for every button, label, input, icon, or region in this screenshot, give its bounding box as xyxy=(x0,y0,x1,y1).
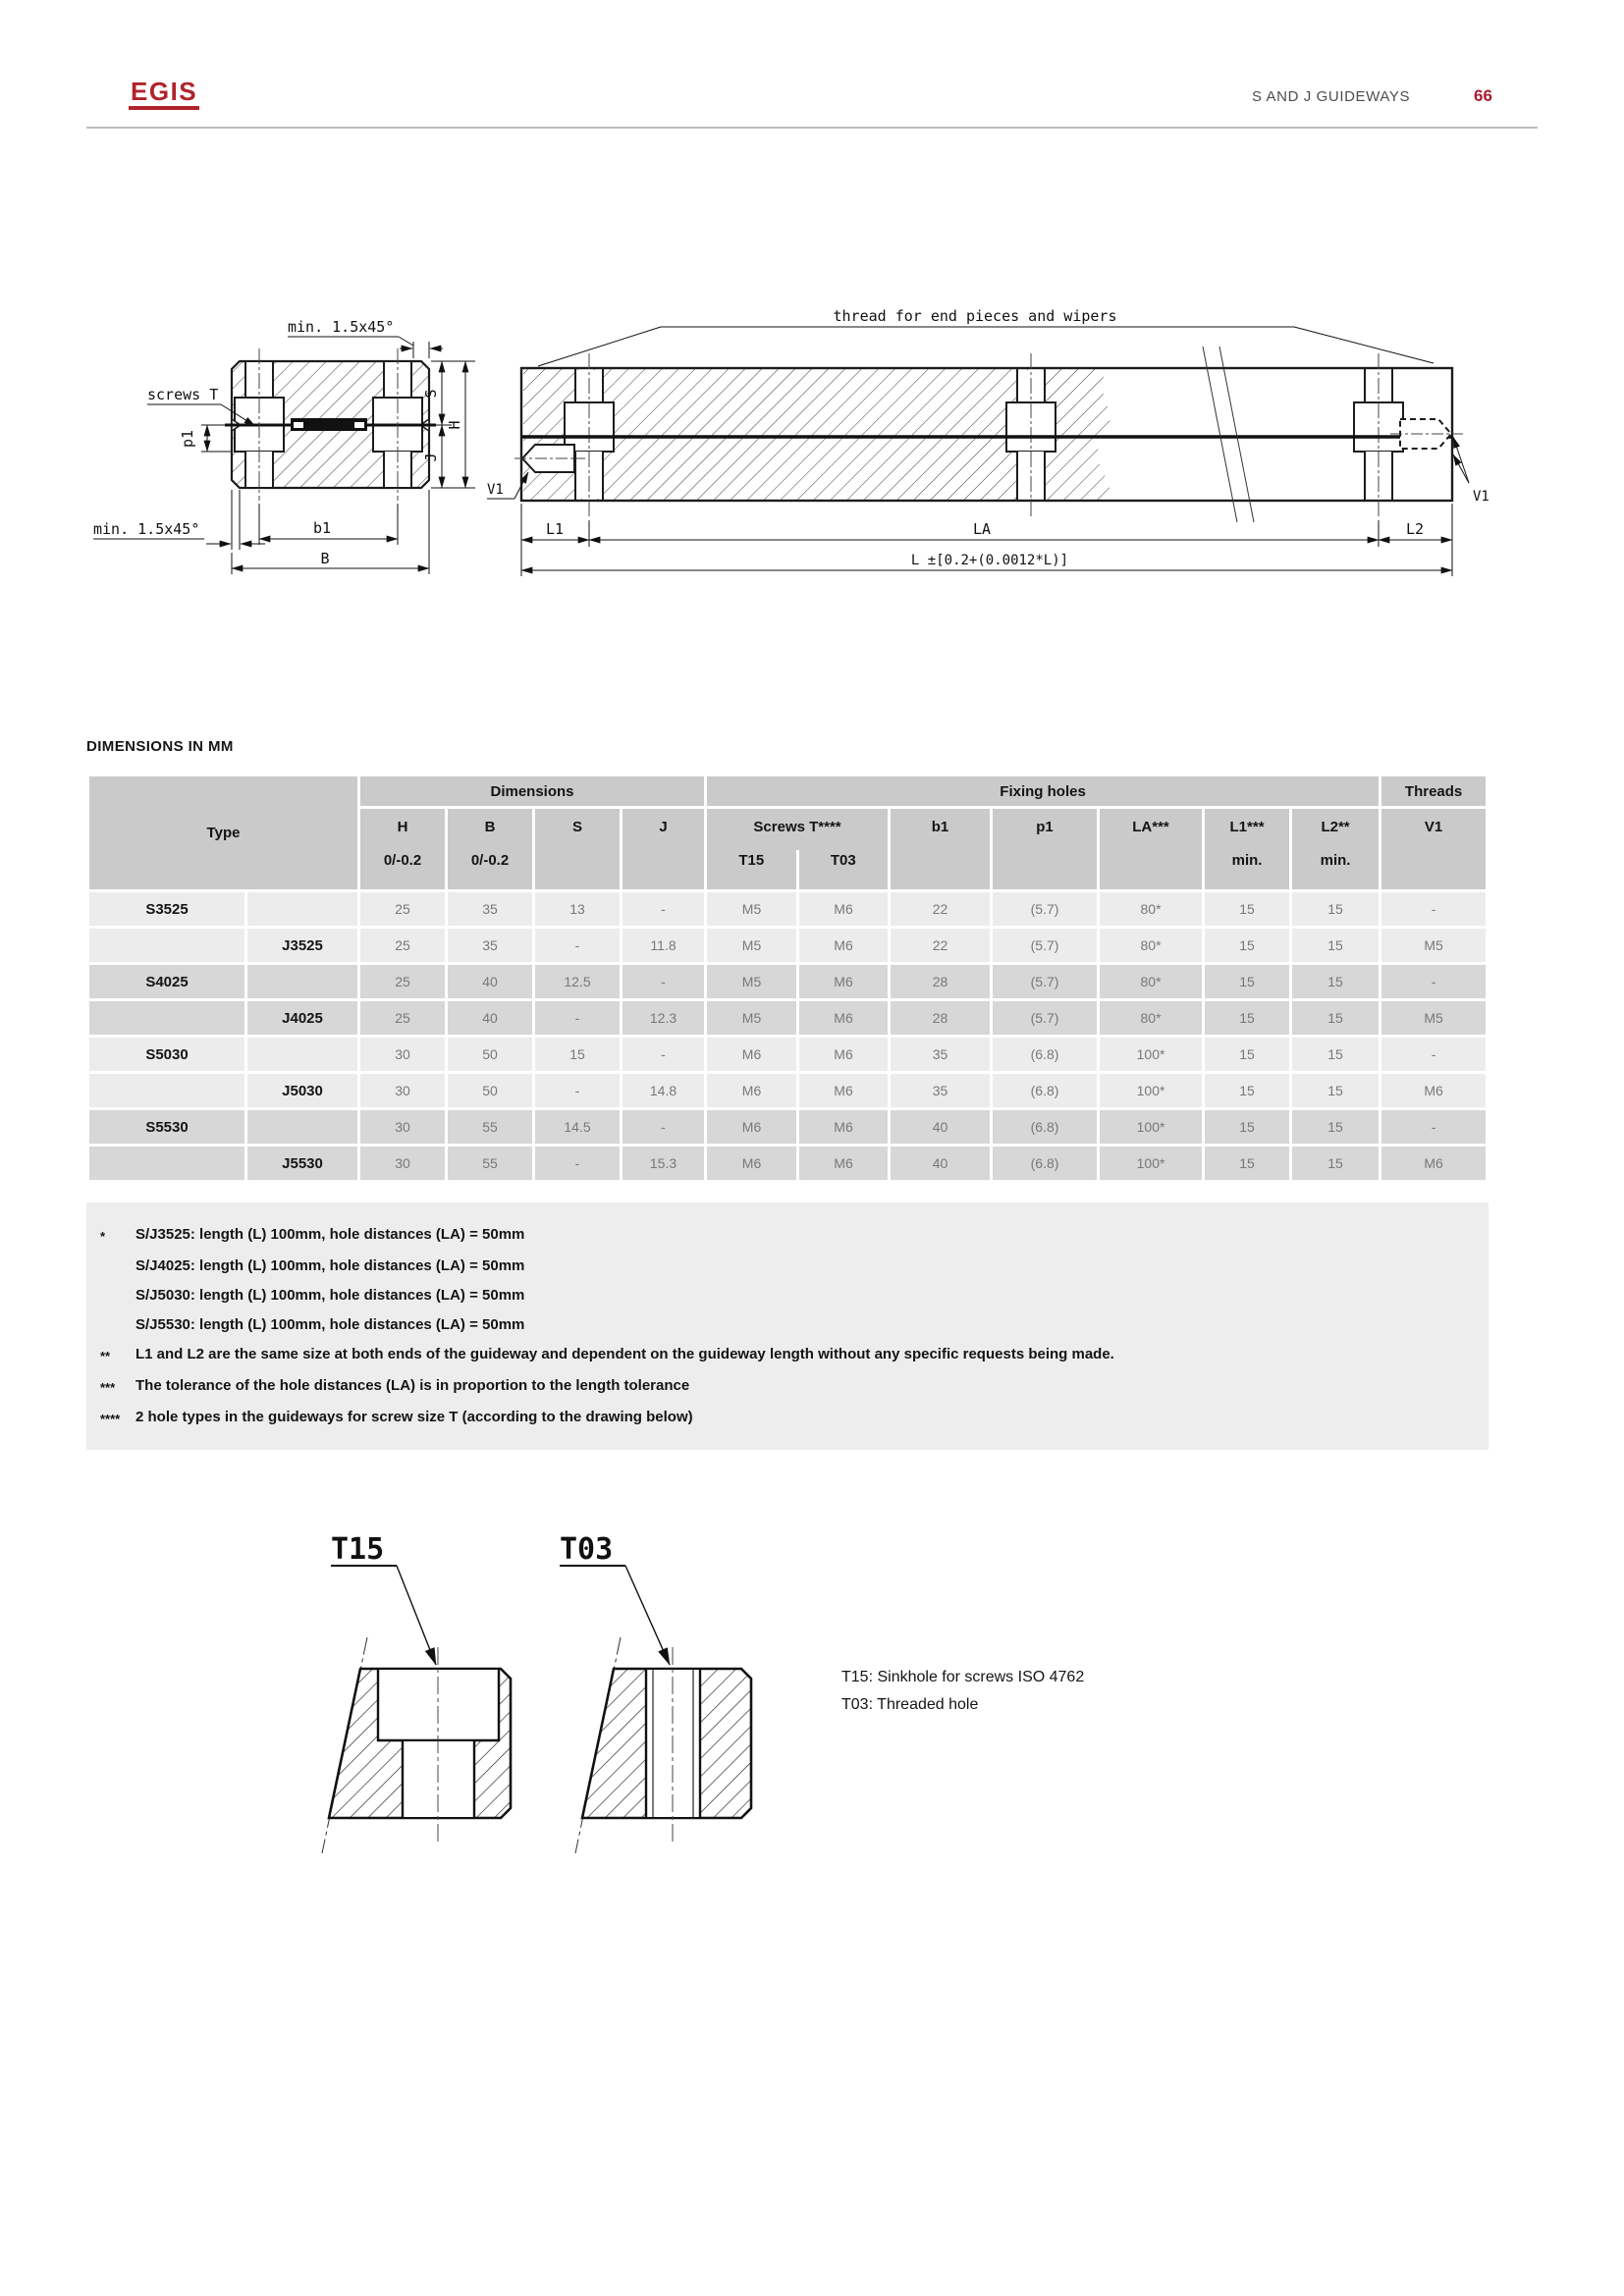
cell-la: 80* xyxy=(1100,965,1202,998)
cell-p1: (6.8) xyxy=(993,1147,1097,1180)
cell-b: 40 xyxy=(448,965,532,998)
col-header-screws xyxy=(707,809,888,889)
cell-type-j: J4025 xyxy=(247,1001,357,1035)
cell-j: - xyxy=(623,1038,704,1071)
cell-t15: M5 xyxy=(707,929,796,962)
cell-t03: M6 xyxy=(799,1001,888,1035)
h-label: H xyxy=(446,420,463,430)
col-header-l1-label: L1*** xyxy=(1229,819,1265,835)
wiper-seal xyxy=(291,418,367,431)
col-header-t03: T03 xyxy=(830,852,856,869)
col-header-screws-label: Screws T**** xyxy=(753,819,841,835)
egis-logo: EGIS xyxy=(129,79,199,110)
t03-description: T03: Threaded hole xyxy=(841,1696,979,1713)
cell-l1: 15 xyxy=(1205,892,1289,926)
footnote-marker: ** xyxy=(100,1349,111,1363)
cell-type-s xyxy=(89,1074,244,1107)
footnote-text: 2 hole types in the guideways for screw size T (according to the drawing below) xyxy=(135,1409,693,1425)
cell-h: 30 xyxy=(360,1147,445,1180)
cell-j: 15.3 xyxy=(623,1147,704,1180)
dimensions-table xyxy=(86,774,1489,1183)
cell-la: 80* xyxy=(1100,1001,1202,1035)
cell-p1: (5.7) xyxy=(993,1001,1097,1035)
cell-t03: M6 xyxy=(799,965,888,998)
cell-t15: M5 xyxy=(707,1001,796,1035)
screws-t-label: screws T xyxy=(147,386,219,403)
cell-b: 55 xyxy=(448,1110,532,1144)
cell-j: 14.8 xyxy=(623,1074,704,1107)
cell-v1: M6 xyxy=(1381,1074,1486,1107)
l1-label: L1 xyxy=(545,520,565,538)
cell-h: 30 xyxy=(360,1038,445,1071)
cell-l2: 15 xyxy=(1292,1147,1379,1180)
cell-l2: 15 xyxy=(1292,1074,1379,1107)
cell-b: 50 xyxy=(448,1038,532,1071)
cell-t03: M6 xyxy=(799,1074,888,1107)
cell-l1: 15 xyxy=(1205,1110,1289,1144)
cell-v1: - xyxy=(1381,1038,1486,1071)
chamfer-top-label: min. 1.5x45° xyxy=(288,318,395,336)
cell-v1: M6 xyxy=(1381,1147,1486,1180)
col-header-t15: T15 xyxy=(707,850,799,889)
cell-t03: M6 xyxy=(799,1110,888,1144)
footnote-row xyxy=(100,1220,1469,1252)
b1-label: b1 xyxy=(312,519,332,537)
t03-leader-line xyxy=(625,1566,670,1665)
guideway-side-body xyxy=(514,347,1463,522)
cell-j: 11.8 xyxy=(623,929,704,962)
cell-v1: - xyxy=(1381,892,1486,926)
cell-l2: 15 xyxy=(1292,1110,1379,1144)
cell-v1: M5 xyxy=(1381,929,1486,962)
cell-l2: 15 xyxy=(1292,1001,1379,1035)
cell-type-j xyxy=(247,1038,357,1071)
cell-t03: M6 xyxy=(799,1038,888,1071)
footnote-text: The tolerance of the hole distances (LA) is in proportion to the length tolerance xyxy=(135,1377,690,1394)
col-header-h xyxy=(360,809,445,889)
col-header-b-tolerance: 0/-0.2 xyxy=(470,852,510,869)
cell-v1: - xyxy=(1381,965,1486,998)
cell-type-j: J5530 xyxy=(247,1147,357,1180)
col-header-l2-label: L2** xyxy=(1321,819,1350,835)
cell-p1: (5.7) xyxy=(993,965,1097,998)
cell-p1: (5.7) xyxy=(993,892,1097,926)
cell-t15: M6 xyxy=(707,1110,796,1144)
footnotes xyxy=(86,1202,1489,1450)
cell-la: 80* xyxy=(1100,929,1202,962)
t15-hole-drawing xyxy=(295,1512,589,1865)
cell-t03: M6 xyxy=(799,1147,888,1180)
footnote-text: S/J5530: length (L) 100mm, hole distances (LA) = 50mm xyxy=(135,1316,525,1333)
thread-note-label: thread for end pieces and wipers xyxy=(833,307,1117,325)
footnote-text: S/J5030: length (L) 100mm, hole distances (LA) = 50mm xyxy=(135,1287,525,1304)
table-row xyxy=(89,965,1486,998)
cell-s: - xyxy=(535,1147,620,1180)
footnote-marker: **** xyxy=(100,1412,121,1426)
footnote-marker xyxy=(100,1252,135,1281)
cell-b1: 28 xyxy=(891,1001,990,1035)
group-header-fixing-holes: Fixing holes xyxy=(707,776,1379,806)
cell-l1: 15 xyxy=(1205,1001,1289,1035)
cell-t15: M5 xyxy=(707,892,796,926)
cell-p1: (5.7) xyxy=(993,929,1097,962)
cell-b: 40 xyxy=(448,1001,532,1035)
col-header-l1-min: min. xyxy=(1231,852,1263,869)
guideway-body-section xyxy=(225,348,436,501)
cell-v1: - xyxy=(1381,1110,1486,1144)
cell-l2: 15 xyxy=(1292,929,1379,962)
cell-h: 25 xyxy=(360,929,445,962)
group-header-threads: Threads xyxy=(1381,776,1486,806)
t03-drawing-label: T03 xyxy=(560,1532,614,1567)
cell-la: 100* xyxy=(1100,1147,1202,1180)
col-header-h-tolerance: 0/-0.2 xyxy=(383,852,422,869)
cell-type-s: S5530 xyxy=(89,1110,244,1144)
cell-l1: 15 xyxy=(1205,929,1289,962)
cell-l2: 15 xyxy=(1292,965,1379,998)
cell-t03: M6 xyxy=(799,892,888,926)
cell-l1: 15 xyxy=(1205,965,1289,998)
header-rule xyxy=(86,127,1538,129)
cell-l1: 15 xyxy=(1205,1038,1289,1071)
cell-t03: M6 xyxy=(799,929,888,962)
table-body xyxy=(89,892,1486,1180)
p1-label: p1 xyxy=(179,429,196,449)
chamfer-bottom-label: min. 1.5x45° xyxy=(93,520,200,538)
col-header-l2-min: min. xyxy=(1320,852,1351,869)
cell-h: 30 xyxy=(360,1074,445,1107)
cell-p1: (6.8) xyxy=(993,1038,1097,1071)
footnote-text: S/J3525: length (L) 100mm, hole distances (LA) = 50mm xyxy=(135,1226,525,1243)
footnote-row xyxy=(100,1340,1469,1371)
cell-h: 30 xyxy=(360,1110,445,1144)
cell-p1: (6.8) xyxy=(993,1110,1097,1144)
footnote-marker xyxy=(100,1310,135,1340)
cell-type-j xyxy=(247,1110,357,1144)
col-header-j: J xyxy=(623,809,704,889)
cell-type-j xyxy=(247,965,357,998)
cell-type-s: S5030 xyxy=(89,1038,244,1071)
cell-p1: (6.8) xyxy=(993,1074,1097,1107)
cell-la: 100* xyxy=(1100,1038,1202,1071)
cell-h: 25 xyxy=(360,1001,445,1035)
cell-t15: M6 xyxy=(707,1147,796,1180)
cell-type-s: S3525 xyxy=(89,892,244,926)
side-view-drawing xyxy=(479,201,1526,594)
t03-hole-drawing xyxy=(550,1512,844,1865)
cell-la: 100* xyxy=(1100,1110,1202,1144)
cell-b1: 22 xyxy=(891,929,990,962)
footnote-marker xyxy=(100,1281,135,1310)
col-header-s: S xyxy=(535,809,620,889)
group-header-dimensions: Dimensions xyxy=(360,776,704,806)
cell-l2: 15 xyxy=(1292,892,1379,926)
cell-j: - xyxy=(623,892,704,926)
col-header-type: Type xyxy=(89,776,357,889)
table-row xyxy=(89,1147,1486,1180)
footnote-row xyxy=(100,1403,1469,1434)
cell-type-j: J3525 xyxy=(247,929,357,962)
cell-la: 80* xyxy=(1100,892,1202,926)
cell-b: 55 xyxy=(448,1147,532,1180)
l2-label: L2 xyxy=(1405,520,1425,538)
table-row xyxy=(89,1038,1486,1071)
cell-s: 13 xyxy=(535,892,620,926)
footnote-row xyxy=(100,1310,1469,1340)
cell-l1: 15 xyxy=(1205,1147,1289,1180)
table-row xyxy=(89,1001,1486,1035)
cross-section-drawing xyxy=(86,201,479,594)
cell-s: - xyxy=(535,929,620,962)
cell-type-s xyxy=(89,1147,244,1180)
footnote-text: S/J4025: length (L) 100mm, hole distances (LA) = 50mm xyxy=(135,1257,525,1274)
table-row xyxy=(89,892,1486,926)
cell-s: 12.5 xyxy=(535,965,620,998)
t03-block xyxy=(575,1637,751,1853)
t15-leader-line xyxy=(397,1566,436,1665)
s-label: S xyxy=(422,389,440,399)
col-header-la: LA*** xyxy=(1100,809,1202,889)
group-header-row xyxy=(89,776,1486,806)
la-label: LA xyxy=(972,520,992,538)
cell-l2: 15 xyxy=(1292,1038,1379,1071)
footnote-row xyxy=(100,1281,1469,1310)
cell-type-j xyxy=(247,892,357,926)
table-row xyxy=(89,1110,1486,1144)
b-label: B xyxy=(320,550,330,567)
cell-t15: M6 xyxy=(707,1074,796,1107)
cell-h: 25 xyxy=(360,892,445,926)
footnote-marker: *** xyxy=(100,1380,116,1395)
v1-left-label: V1 xyxy=(487,482,504,498)
cell-t15: M6 xyxy=(707,1038,796,1071)
cell-j: 12.3 xyxy=(623,1001,704,1035)
col-header-b1: b1 xyxy=(891,809,990,889)
cell-s: 14.5 xyxy=(535,1110,620,1144)
col-header-b xyxy=(448,809,532,889)
cell-b1: 40 xyxy=(891,1147,990,1180)
col-header-l1 xyxy=(1205,809,1289,889)
t15-drawing-label: T15 xyxy=(331,1532,385,1567)
cell-b1: 22 xyxy=(891,892,990,926)
col-header-h-label: H xyxy=(397,819,408,835)
cell-la: 100* xyxy=(1100,1074,1202,1107)
col-header-v1: V1 xyxy=(1381,809,1486,889)
cell-b1: 35 xyxy=(891,1074,990,1107)
page-number: 66 xyxy=(1474,86,1492,105)
cell-v1: M5 xyxy=(1381,1001,1486,1035)
cell-b1: 40 xyxy=(891,1110,990,1144)
col-header-b-label: B xyxy=(484,819,496,835)
length-formula-label: L ±[0.2+(0.0012*L)] xyxy=(910,553,1069,568)
cell-type-s xyxy=(89,929,244,962)
footnote-row xyxy=(100,1252,1469,1281)
j-label: J xyxy=(422,453,440,462)
v1-right-label: V1 xyxy=(1473,489,1489,505)
cell-type-s xyxy=(89,1001,244,1035)
cell-type-j: J5030 xyxy=(247,1074,357,1107)
cell-b1: 28 xyxy=(891,965,990,998)
col-header-l2 xyxy=(1292,809,1379,889)
cell-t15: M5 xyxy=(707,965,796,998)
cell-b: 50 xyxy=(448,1074,532,1107)
cell-s: 15 xyxy=(535,1038,620,1071)
header-title: S AND J GUIDEWAYS xyxy=(1252,88,1411,105)
footnote-marker: * xyxy=(100,1229,106,1244)
table-row xyxy=(89,929,1486,962)
cell-s: - xyxy=(535,1001,620,1035)
t15-description: T15: Sinkhole for screws ISO 4762 xyxy=(841,1669,1085,1685)
t15-block xyxy=(322,1637,511,1853)
cell-j: - xyxy=(623,1110,704,1144)
col-header-p1: p1 xyxy=(993,809,1097,889)
cell-s: - xyxy=(535,1074,620,1107)
footnote-row xyxy=(100,1371,1469,1403)
cell-j: - xyxy=(623,965,704,998)
footnote-text: L1 and L2 are the same size at both ends of the guideway and dependent on the guideway length without any specific requests being made. xyxy=(135,1346,1114,1362)
table-row xyxy=(89,1074,1486,1107)
cell-b1: 35 xyxy=(891,1038,990,1071)
cell-l1: 15 xyxy=(1205,1074,1289,1107)
cell-b: 35 xyxy=(448,892,532,926)
table-caption: DIMENSIONS IN MM xyxy=(86,738,234,755)
cell-type-s: S4025 xyxy=(89,965,244,998)
cell-b: 35 xyxy=(448,929,532,962)
cell-h: 25 xyxy=(360,965,445,998)
